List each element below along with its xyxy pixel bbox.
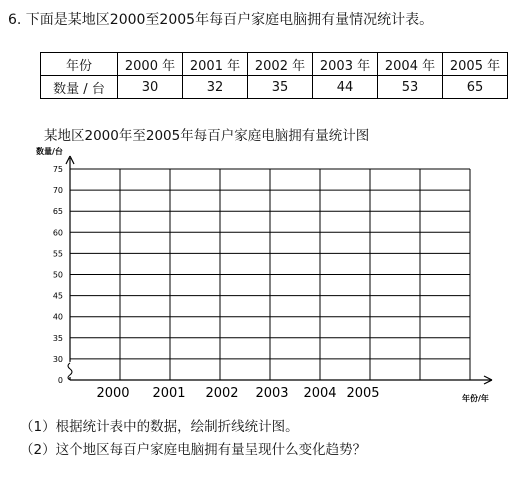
value-cell: 53: [378, 76, 443, 99]
y-axis-label: 数量/台: [36, 147, 63, 156]
x-axis-label: 年份/年: [462, 394, 489, 403]
y-tick-label: 55: [52, 249, 63, 259]
x-tick-label: 2004: [303, 386, 337, 401]
y-tick-label: 30: [52, 354, 63, 364]
sub-question-2: （2）这个地区每百户家庭电脑拥有量呈现什么变化趋势？: [20, 442, 367, 458]
year-cell: 2004 年: [378, 53, 443, 76]
year-cell: 2001 年: [183, 53, 248, 76]
row-header-year: 年份: [41, 53, 118, 76]
year-cell: 2002 年: [248, 53, 313, 76]
y-tick-label: 45: [52, 291, 63, 301]
value-cell: 65: [443, 76, 508, 99]
value-cell: 32: [183, 76, 248, 99]
y-tick-label: 75: [52, 165, 63, 174]
y-tick-label: 50: [52, 270, 63, 280]
y-tick-label: 60: [52, 228, 63, 238]
x-tick-label: 2003: [255, 386, 289, 401]
y-tick-label: 40: [52, 312, 63, 322]
value-cell: 30: [118, 76, 183, 99]
y-tick-label: 65: [52, 207, 63, 217]
x-tick-label: 2005: [346, 386, 380, 401]
row-header-count: 数量 / 台: [41, 76, 118, 99]
y-tick-label: 70: [52, 186, 63, 196]
x-tick-label: 2002: [205, 386, 239, 401]
chart-title: 某地区2000年至2005年每百户家庭电脑拥有量统计图: [44, 128, 370, 144]
value-cell: 35: [248, 76, 313, 99]
sub-questions: [20, 416, 366, 462]
question-title: 6. 下面是某地区2000至2005年每百户家庭电脑拥有量情况统计表。: [8, 12, 434, 28]
y-tick-label: 35: [52, 333, 63, 343]
value-cell: 44: [313, 76, 378, 99]
x-tick-label: 2000: [96, 386, 130, 401]
sub-question-1: （1）根据统计表中的数据，绘制折线统计图。: [20, 419, 299, 435]
y-tick-label: 0: [57, 376, 63, 385]
year-cell: 2005 年: [443, 53, 508, 76]
year-cell: 2003 年: [313, 53, 378, 76]
year-cell: 2000 年: [118, 53, 183, 76]
x-tick-label: 2001: [152, 386, 186, 401]
